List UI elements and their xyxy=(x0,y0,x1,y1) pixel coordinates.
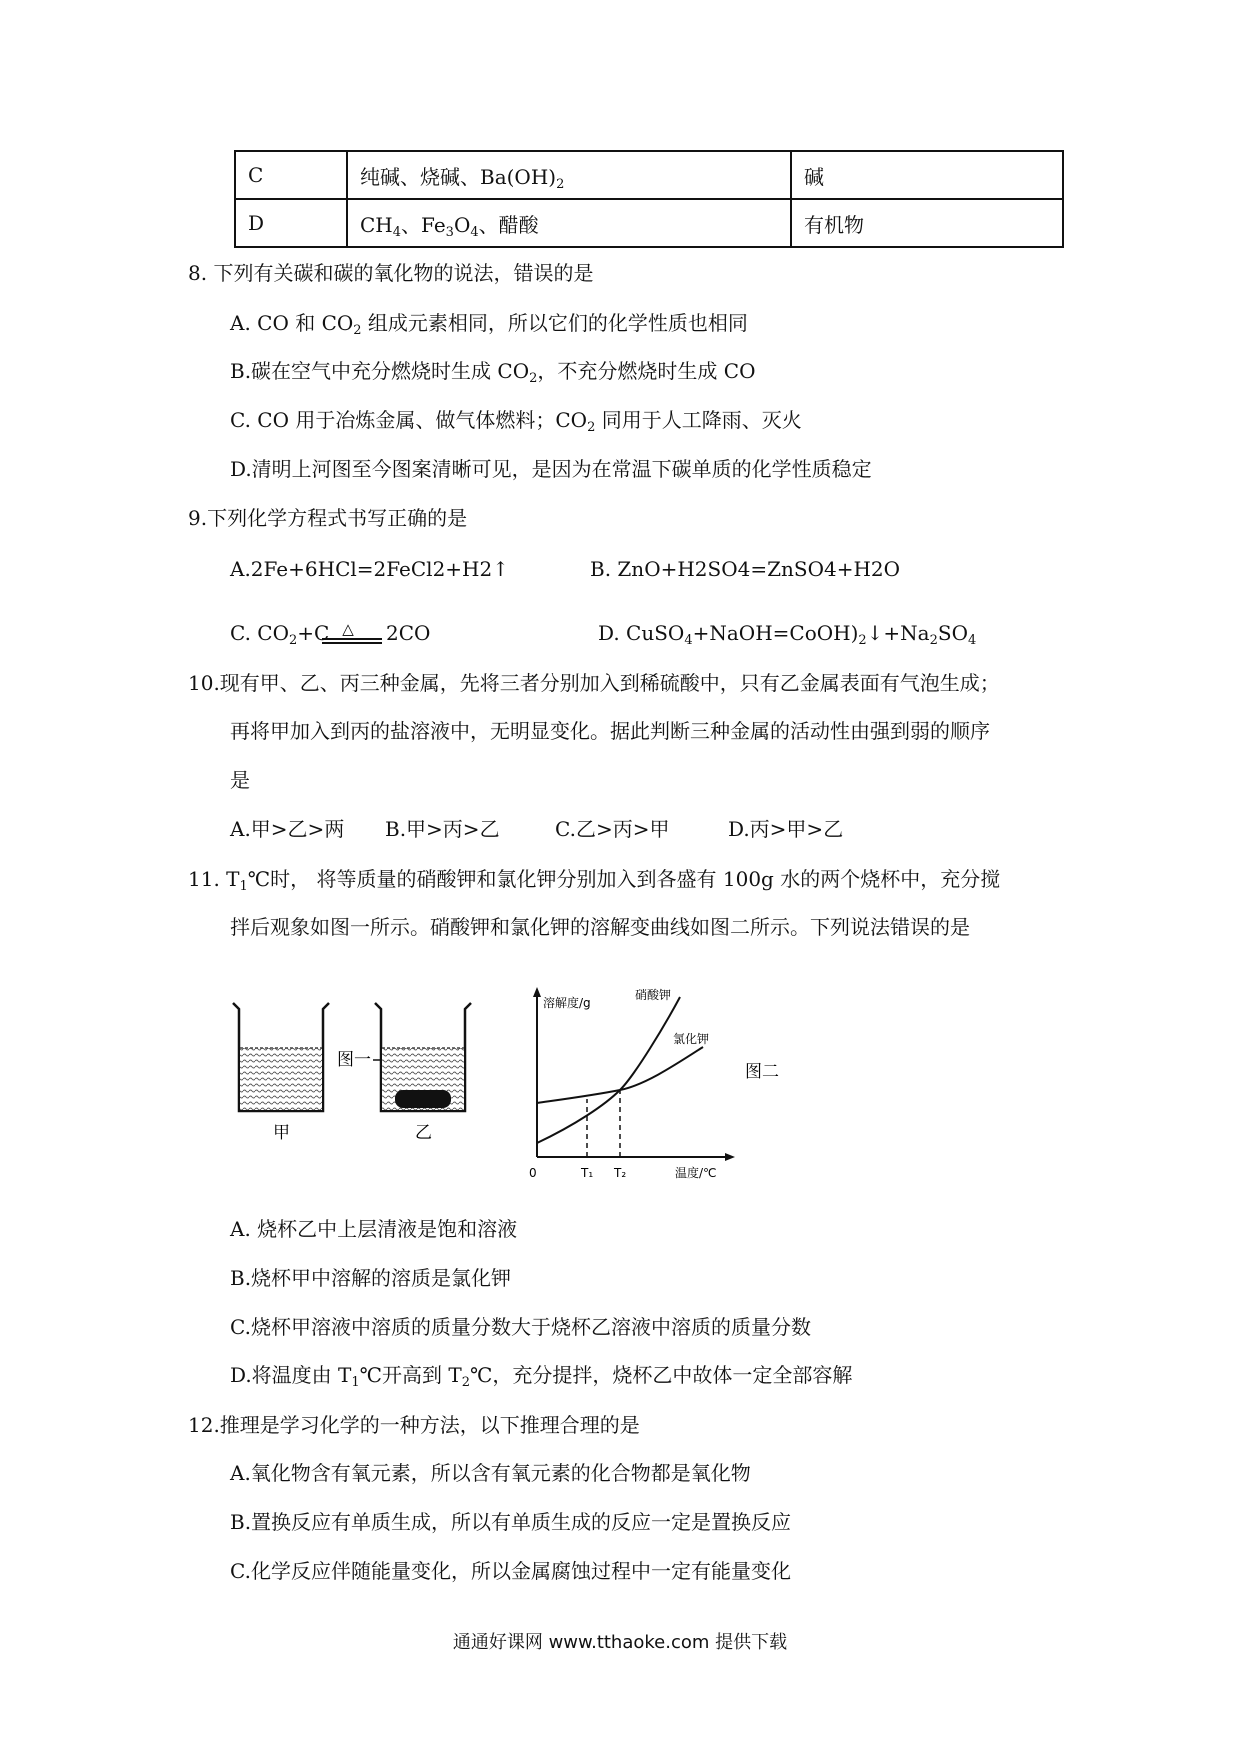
q11-option-d: D.将温度由 $T_1℃$开高到 $T_2℃$，充分提拌，烧杯乙中故体一定全部容解 xyxy=(230,1363,853,1390)
q10-option-b: B.甲>丙>乙 xyxy=(385,817,500,841)
q8-option-b: B.碳在空气中充分燃烧时生成 $CO_2$，不充分燃烧时生成 CO xyxy=(230,359,756,386)
q11-stem-line1: 11. $T_1℃$时， 将等质量的硝酸钾和氯化钾分别加入到各盛有 100g 水的两个烧杯中，充分搅 xyxy=(188,867,1001,894)
beaker-yi xyxy=(375,1003,471,1111)
q9-stem: 9.下列化学方程式书写正确的是 xyxy=(188,506,468,530)
q12-option-c: C.化学反应伴随能量变化，所以金属腐蚀过程中一定有能量变化 xyxy=(230,1559,791,1583)
q8-stem: 8. 下列有关碳和碳的氧化物的说法，错误的是 xyxy=(188,261,594,285)
table-cell-items: $CH_4$、$Fe_3O_4$、醋酸 xyxy=(347,199,791,247)
q10-option-a: A.甲>乙>两 xyxy=(230,817,345,841)
q8-option-d: D.清明上河图至今图案清晰可见，是因为在常温下碳单质的化学性质稳定 xyxy=(230,457,872,481)
kno3-curve xyxy=(537,997,680,1143)
q9-option-a: A.2Fe+6HCl=2FeCl2+H2↑ xyxy=(230,557,509,581)
q10-stem-line2: 再将甲加入到丙的盐溶液中，无明显变化。据此判断三种金属的活动性由强到弱的顺序 xyxy=(230,719,990,743)
table-row xyxy=(235,199,1063,247)
q10-stem-line3: 是 xyxy=(230,768,250,792)
table-cell-letter: C xyxy=(235,151,347,199)
q11-option-a: A. 烧杯乙中上层清液是饱和溶液 xyxy=(230,1217,518,1241)
q9-option-d: D. $CuSO_4+NaOH=CoOH)_2↓+Na_2SO_4$ xyxy=(598,621,977,648)
page-footer: 通通好课网 www.tthaoke.com 提供下载 xyxy=(452,1632,788,1653)
classification-table xyxy=(234,150,1064,248)
fig2-label: 图二 xyxy=(745,1062,779,1082)
q10-option-d: D.丙>甲>乙 xyxy=(728,817,844,841)
fig1-label: 图一 xyxy=(337,1050,371,1070)
q8-option-c: C. CO 用于冶炼金属、做气体燃料；$CO_2$ 同用于人工降雨、灭火 xyxy=(230,408,802,435)
q12-stem: 12.推理是学习化学的一种方法，以下推理合理的是 xyxy=(188,1413,640,1437)
q12-option-b: B.置换反应有单质生成，所以有单质生成的反应一定是置换反应 xyxy=(230,1510,792,1534)
origin-label: 0 xyxy=(529,1166,537,1180)
heat-condition-symbol: △ xyxy=(342,622,354,638)
solubility-chart xyxy=(529,987,735,1180)
t1-tick-label: T₁ xyxy=(581,1166,594,1180)
kcl-label: 氯化钾 xyxy=(673,1032,710,1046)
beaker-jia-label: 甲 xyxy=(273,1123,290,1143)
kcl-curve xyxy=(537,1047,703,1103)
q10-option-c: C.乙>丙>甲 xyxy=(555,817,670,841)
table-cell-category: 有机物 xyxy=(791,199,1063,247)
q11-figure xyxy=(225,985,825,1190)
q11-option-b: B.烧杯甲中溶解的溶质是氯化钾 xyxy=(230,1266,512,1290)
kno3-label: 硝酸钾 xyxy=(635,988,672,1002)
beaker-yi-label: 乙 xyxy=(415,1123,432,1143)
y-axis-label: 溶解度/g xyxy=(543,996,591,1010)
q12-option-a: A.氧化物含有氧元素，所以含有氧元素的化合物都是氧化物 xyxy=(230,1461,751,1485)
q9-option-c-left: C. $CO_2+C$ xyxy=(230,621,330,648)
x-axis-label: 温度/℃ xyxy=(675,1166,717,1180)
beaker-jia xyxy=(233,1003,329,1111)
table-cell-letter: D xyxy=(235,199,347,247)
q11-option-c: C.烧杯甲溶液中溶质的质量分数大于烧杯乙溶液中溶质的质量分数 xyxy=(230,1315,811,1339)
q9-option-b: B. ZnO+H2SO4=ZnSO4+H2O xyxy=(590,557,901,581)
table-row xyxy=(235,151,1063,199)
undissolved-solid xyxy=(395,1090,451,1108)
q9-option-c-right: 2CO xyxy=(386,621,431,645)
table-cell-items: 纯碱、烧碱、$Ba(OH)_2$ xyxy=(347,151,791,199)
t2-tick-label: T₂ xyxy=(614,1166,627,1180)
reaction-condition-equals xyxy=(320,622,384,646)
table-cell-category: 碱 xyxy=(791,151,1063,199)
q8-option-a: A. CO 和 $CO_2$ 组成元素相同，所以它们的化学性质也相同 xyxy=(230,311,748,338)
q10-stem-line1: 10.现有甲、乙、丙三种金属，先将三者分别加入到稀硫酸中，只有乙金属表面有气泡生成； xyxy=(188,671,1000,695)
q11-stem-line2: 拌后观象如图一所示。硝酸钾和氯化钾的溶解变曲线如图二所示。下列说法错误的是 xyxy=(230,915,970,939)
